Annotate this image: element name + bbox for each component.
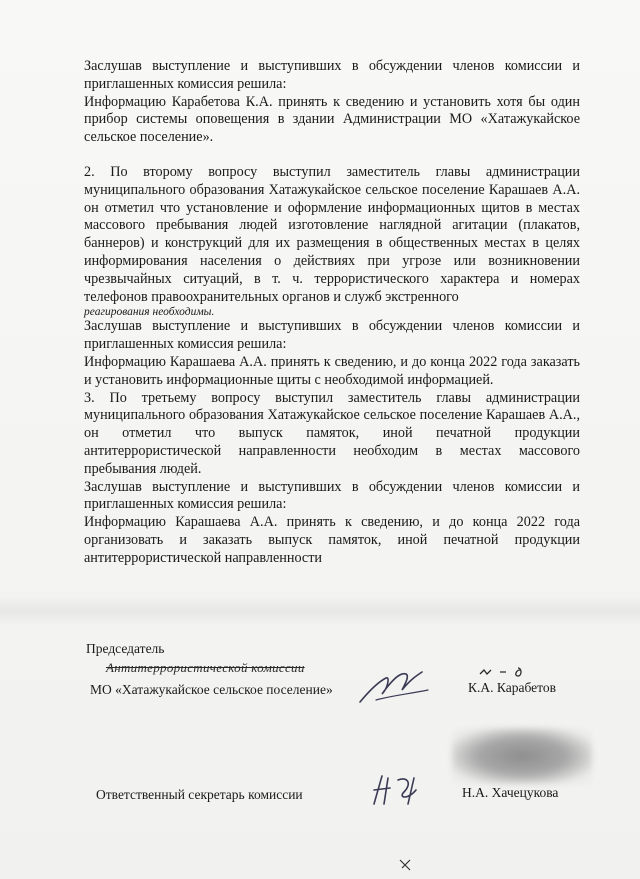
- chair-organization: МО «Хатажукайское сельское поселение»: [90, 682, 333, 697]
- secretary-title: Ответственный секретарь комиссии: [96, 787, 303, 802]
- secretary-signature-scribble: [368, 770, 430, 810]
- paragraph-gap: [84, 147, 580, 164]
- paragraph-1: Заслушав выступление и выступивших в обсуждении членов комиссии и приглашенных комиссия решила:: [84, 58, 580, 92]
- chair-name: К.А. Карабетов: [468, 680, 556, 695]
- redacted-stamp-blur: [452, 728, 592, 784]
- secretary-name: Н.А. Хачецукова: [462, 785, 559, 800]
- paragraph-2: Информацию Карабетова К.А. принять к сведению и установить хотя бы один прибор системы оповещения в здании Администрации МО «Хатажукайское сельское поселение».: [84, 93, 580, 146]
- document-body: [84, 58, 580, 568]
- paper-fold-shadow: [0, 596, 640, 626]
- paragraph-3-tail: реагирования необходимы.: [84, 306, 215, 319]
- chair-name-scribble: [478, 664, 538, 680]
- chair-stamp-text: Антитеррористической комиссии: [106, 660, 305, 675]
- paragraph-8: Информацию Карашаева А.А. принять к сведению, и до конца 2022 года организовать и заказать выпуск памяток, иной печатной продукции антитеррористической направленности: [84, 514, 580, 566]
- paragraph-3: 2. По второму вопросу выступил заместитель главы администрации муниципального образования Хатажукайское сельское поселение Карашаев А.А. он отметил что установление и оформление информационных щитов в местах массового пребывания людей изготовление наглядной агитации (плакатов, баннеров) и конструкций для их размещения в общественных местах в целях информирования населения о действиях при угрозе или возникновении чрезвычайных ситуаций, в т. ч. террористического характера и номерах телефонов правоохранительных органов и служб экстренного: [84, 163, 580, 305]
- paragraph-4: Заслушав выступление и выступивших в обсуждении членов комиссии и приглашенных комиссия решила:: [84, 318, 580, 353]
- mark-glyph: [398, 858, 412, 872]
- chair-title: Председатель: [86, 641, 165, 656]
- chair-signature-scribble: [356, 660, 436, 708]
- paragraph-6: 3. По третьему вопросу выступил заместитель главы администрации муниципального образования Хатажукайское сельское поселение Карашаев А.А., он отметил что выпуск памяток, иной печатной продукции антитеррористической направленности необходим в местах массового пребывания людей.: [84, 389, 580, 477]
- paragraph-5: Информацию Карашаева А.А. принять к сведению, и до конца 2022 года заказать и установить информационные щиты с необходимой информацией.: [84, 353, 580, 388]
- paragraph-7: Заслушав выступление и выступивших в обсуждении членов комиссии и приглашенных комиссия решила:: [84, 478, 580, 513]
